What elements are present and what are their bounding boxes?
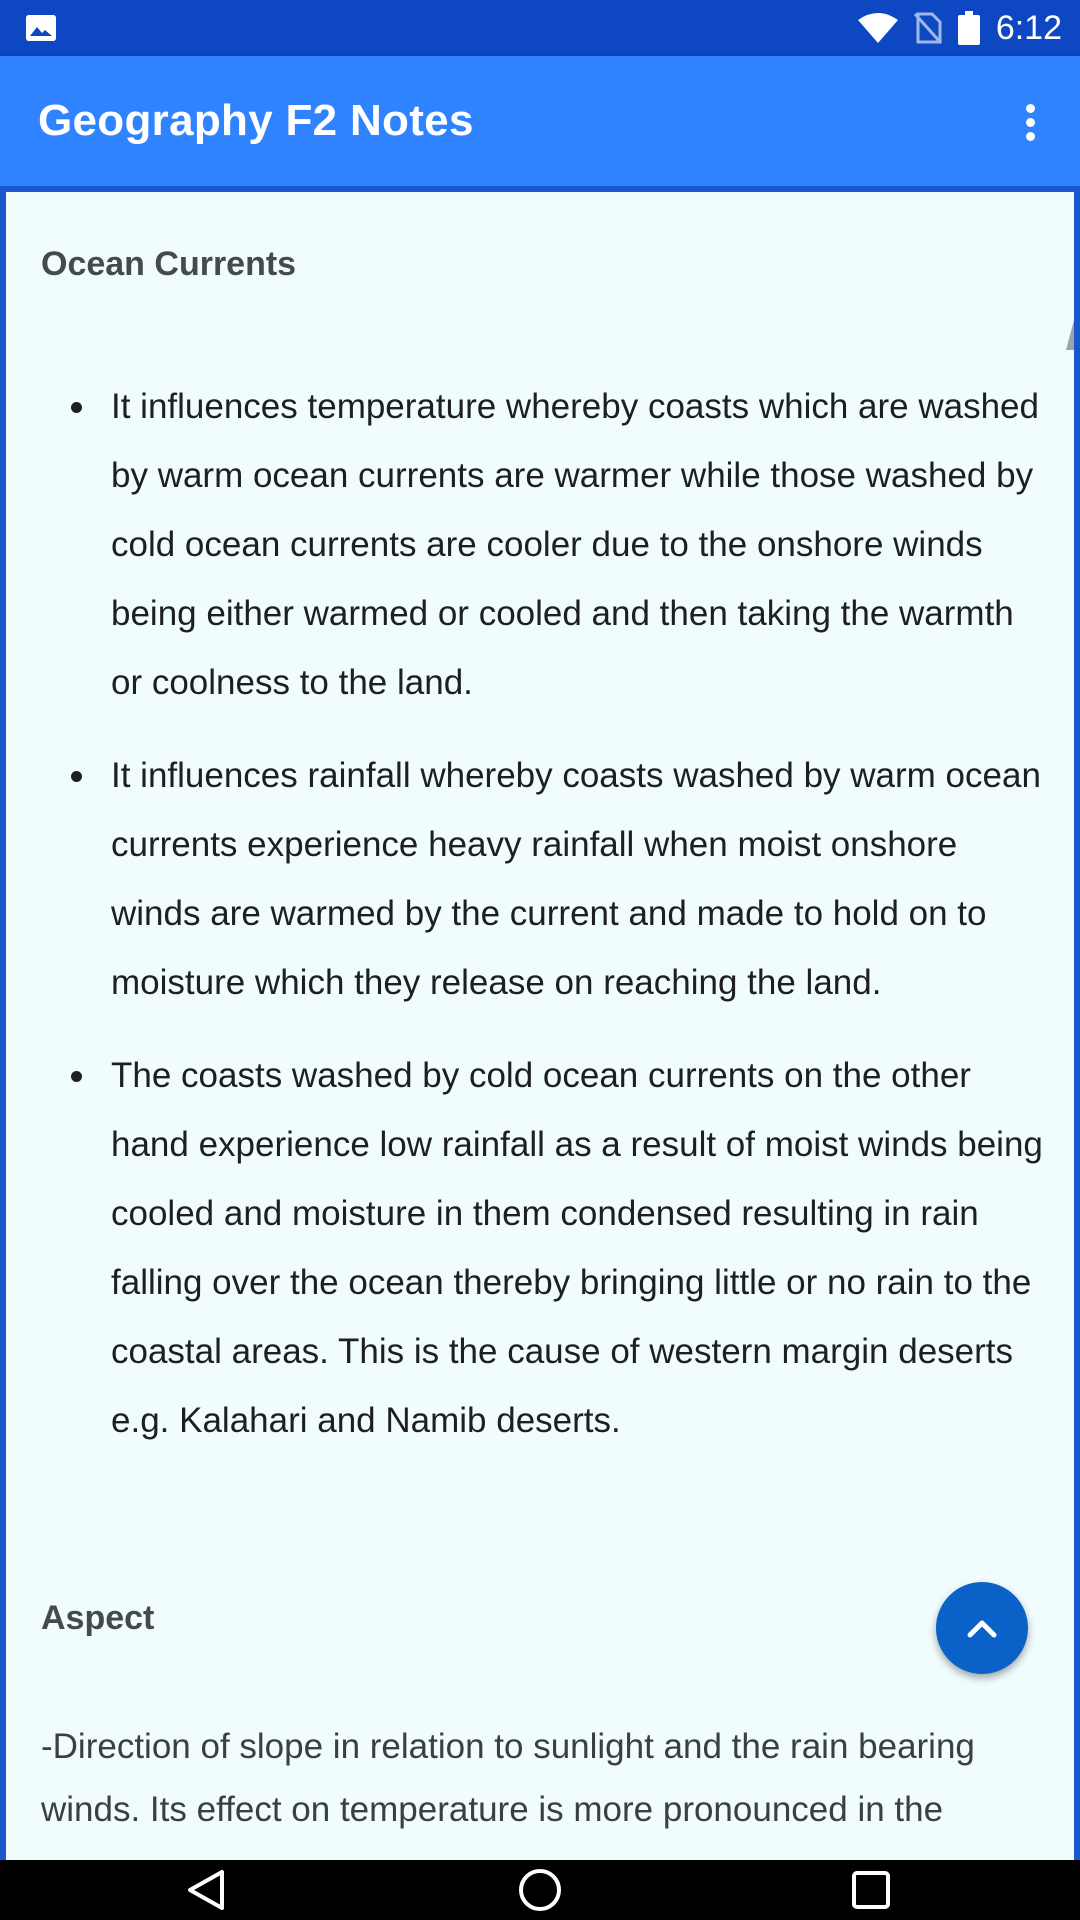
scroll-indicator[interactable] xyxy=(1066,320,1074,350)
image-notification-icon xyxy=(26,15,56,41)
content-frame xyxy=(0,186,1080,1860)
status-bar xyxy=(0,0,1080,56)
bullet-dot xyxy=(71,771,82,782)
battery-icon xyxy=(958,11,980,45)
bullet-dot xyxy=(71,402,82,413)
notes-content[interactable] xyxy=(6,192,1074,1860)
navigation-bar xyxy=(0,1860,1080,1920)
scroll-to-top-button[interactable] xyxy=(936,1582,1028,1674)
list-item xyxy=(41,741,1051,1017)
recents-icon[interactable] xyxy=(852,1860,890,1920)
home-icon[interactable] xyxy=(518,1860,562,1920)
status-icons xyxy=(858,0,1062,56)
section-heading-ocean-currents: Ocean Currents xyxy=(41,245,297,283)
clock: 6:12 xyxy=(995,8,1062,47)
app-bar xyxy=(0,56,1080,186)
app-title: Geography F2 Notes xyxy=(38,96,474,145)
aspect-paragraph: -Direction of slope in relation to sunlight and the rain bearing winds. Its effect on temperature is more pronounced in the xyxy=(41,1727,975,1829)
bullet-text: It influences temperature whereby coasts which are washed by warm ocean currents are warmer while those washed by cold ocean currents are cooler due to the onshore winds being either warmed or cooled and then taking the warmth or coolness to the land. xyxy=(111,387,1039,702)
section-heading-aspect: Aspect xyxy=(41,1599,155,1637)
bullet-list xyxy=(41,372,1051,1479)
bullet-dot xyxy=(71,1071,82,1082)
bullet-text: The coasts washed by cold ocean currents on the other hand experience low rainfall as a result of moist winds being cooled and moisture in them condensed resulting in rain falling over the ocean thereby bringing little or no rain to the coastal areas. This is the cause of western margin deserts e.g. Kalahari and Namib deserts. xyxy=(111,1056,1043,1440)
chevron-up-icon xyxy=(965,1617,999,1639)
wifi-icon xyxy=(858,12,898,44)
bullet-text: It influences rainfall whereby coasts washed by warm ocean currents experience heavy rainfall when moist onshore winds are warmed by the current and made to hold on to moisture which they release on reaching the land. xyxy=(111,756,1041,1002)
overflow-menu-icon[interactable] xyxy=(1002,92,1058,152)
no-sim-icon xyxy=(914,12,942,44)
list-item xyxy=(41,1041,1051,1455)
back-icon[interactable] xyxy=(186,1860,226,1920)
list-item xyxy=(41,372,1051,717)
